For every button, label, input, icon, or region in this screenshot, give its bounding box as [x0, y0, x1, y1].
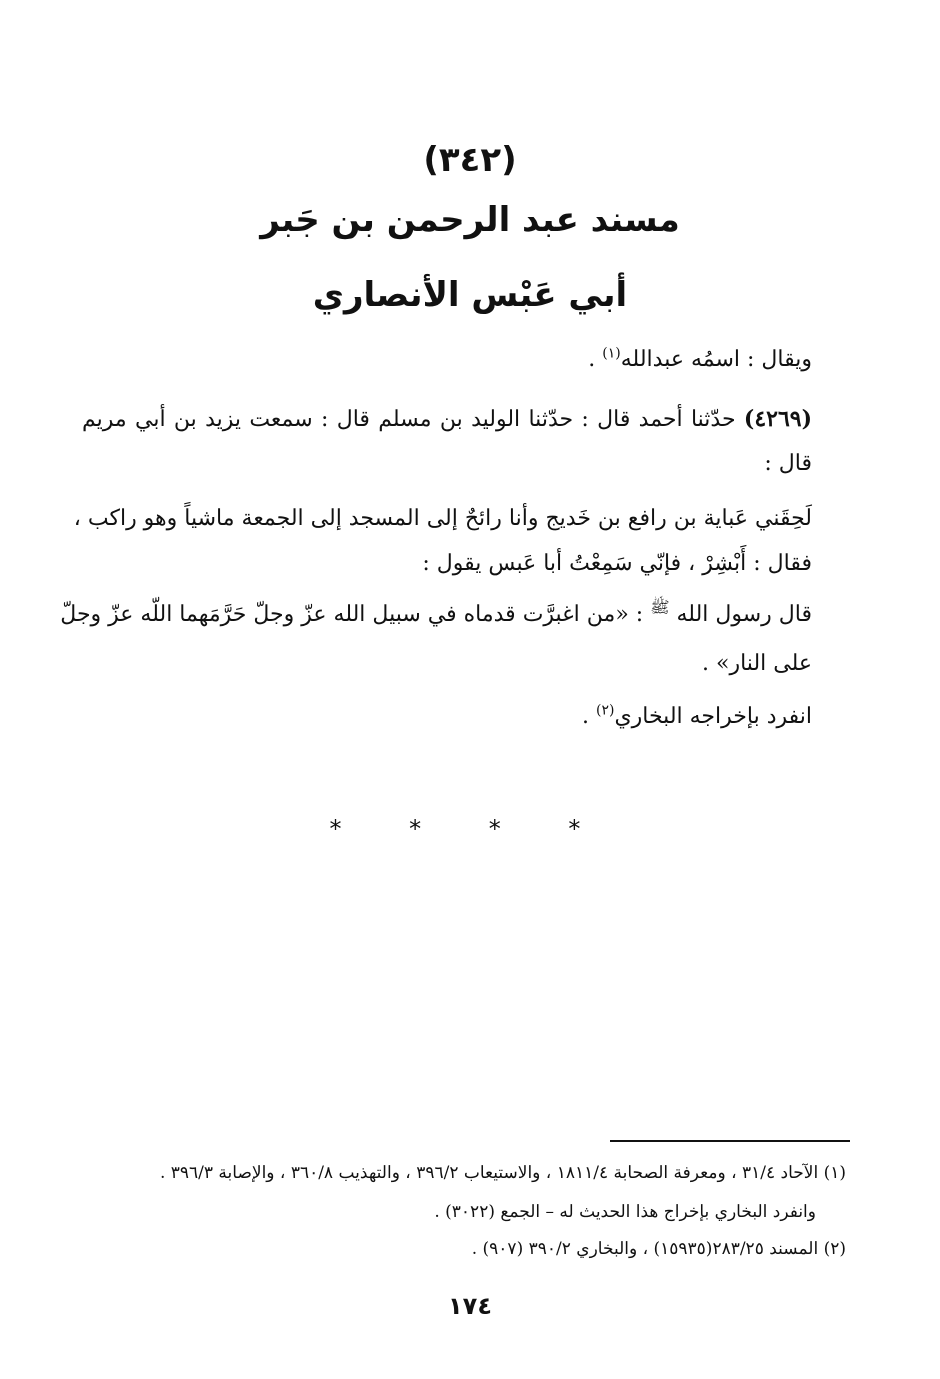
chapter-number: (٣٤٢): [423, 140, 517, 180]
isnad-line-2: قال :: [764, 451, 812, 476]
quote-start: قال رسول الله: [669, 602, 812, 627]
footnote-2: (٢) المسند ٢٨٣/٢٥(١٥٩٣٥) ، والبخاري ٣٩٠/٢ (٩٠٧) .: [471, 1239, 846, 1259]
quote-line-1: [60, 597, 812, 630]
hadith-number: (٤٢٦٩): [743, 406, 812, 432]
section-separator: * * * *: [329, 815, 611, 843]
attribution-end: .: [581, 704, 596, 729]
isnad-text-1: حدّثنا أحمد قال : حدّثنا الوليد بن مسلم قال : سمعت يزيد بن أبي مريم: [82, 407, 744, 432]
page-number: ١٧٤: [448, 1292, 492, 1320]
attribution-line: [82, 702, 812, 732]
chapter-title-line2: أبي عَبْس الأنصاري: [312, 275, 628, 315]
footnote-1-line-1: (١) الآحاد ٣١/٤ ، ومعرفة الصحابة ١٨١١/٤ ، والاستيعاب ٣٩٦/٢ ، والتهذيب ٣٦٠/٨ ، والإصابة ٣٩٦/٣ .: [159, 1163, 846, 1183]
alias-text: ويقال : اسمُه عبدالله: [620, 347, 812, 372]
matn-line-1: لَحِقَني عَباية بن رافع بن خَديج وأنا رائحٌ إلى المسجد إلى الجمعة ماشياً وهو راكب ،: [73, 506, 812, 531]
footnote-marker-2: (٢): [595, 702, 615, 719]
isnad-line-1: [82, 404, 812, 435]
footnote-1-line-2: وانفرد البخاري بإخراج هذا الحديث له – الجمع (٣٠٢٢) .: [434, 1202, 816, 1222]
matn-line-2: فقال : أَبْشِرْ ، فإنّي سَمِعْتُ أبا عَبس يقول :: [422, 551, 812, 576]
alias-end: .: [588, 347, 603, 372]
footnote-marker-1: (١): [602, 345, 621, 362]
attribution-text: انفرد بإخراجه البخاري: [614, 704, 812, 729]
footnote-divider: [610, 1140, 850, 1142]
quote-line-2: على النار» .: [702, 651, 812, 676]
quote-text-1: : «من اغبرَّت قدماه في سبيل الله عزّ وجلّ حَرَّمَهما اللّه عزّ وجلّ: [60, 602, 651, 627]
salawat-glyph: ﷺ: [650, 597, 670, 617]
alias-line: [82, 345, 812, 375]
chapter-title-line1: مسند عبد الرحمن بن جَبر: [260, 200, 680, 240]
